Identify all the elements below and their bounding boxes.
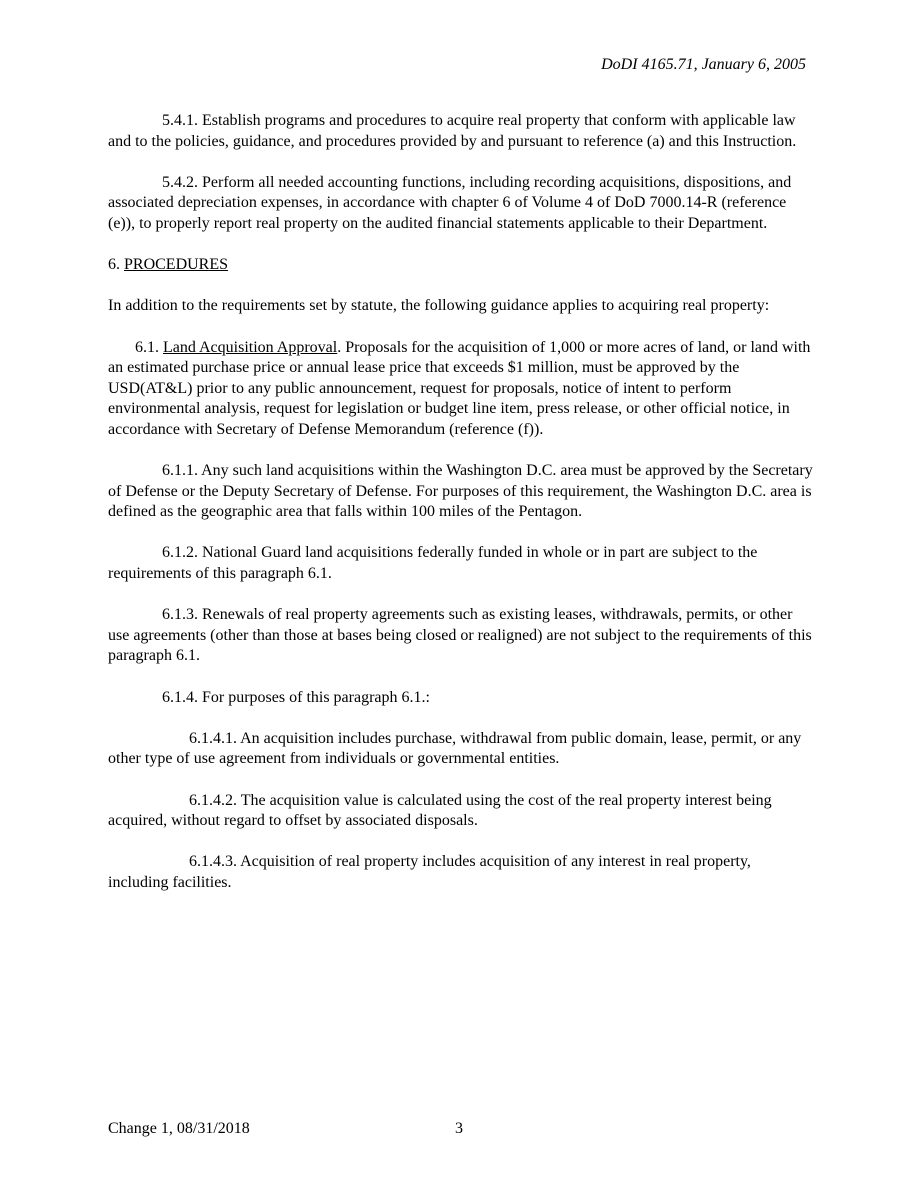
page-number: 3 [455, 1120, 463, 1137]
paragraph-title: Land Acquisition Approval [163, 338, 338, 356]
paragraph-number: 6.1. [135, 338, 163, 356]
running-header: DoDI 4165.71, January 6, 2005 [601, 56, 806, 73]
section-heading-procedures [108, 255, 814, 276]
paragraph-text: . Proposals for the acquisition of 1,000 or more acres of land, or land with an estimated purchase price or annual lease price that exceeds $1 million, must be approved by the USD(AT&L) prior to any public announcement, request for proposals, notice of intent to perform environmental analysis, request for legislation or budget line item, press release, or other official notice, in accordance with Secretary of Defense Memorandum (reference (f)). [108, 338, 811, 438]
section-number: 6. [108, 256, 124, 274]
paragraph-6-1-4-2: 6.1.4.2. The acquisition value is calculated using the cost of the real property interest being acquired, without regard to offset by associated disposals. [108, 791, 772, 830]
paragraph-6-1-2: 6.1.2. National Guard land acquisitions federally funded in whole or in part are subject to the requirements of this paragraph 6.1. [108, 544, 758, 583]
document-body [108, 111, 814, 914]
paragraph-5-4-2: 5.4.2. Perform all needed accounting functions, including recording acquisitions, dispositions, and associated depreciation expenses, in accordance with chapter 6 of Volume 4 of DoD 7000.14-R (reference (e)), to properly report real property on the audited financial statements applicable to their Department. [108, 173, 792, 232]
procedures-intro: In addition to the requirements set by statute, the following guidance applies to acquiring real property: [108, 297, 770, 315]
footer-change-note: Change 1, 08/31/2018 [108, 1120, 250, 1137]
paragraph-5-4-1: 5.4.1. Establish programs and procedures to acquire real property that conform with applicable law and to the policies, guidance, and procedures provided by and pursuant to reference (a) and this Instruction. [108, 112, 797, 150]
paragraph-6-1-1: 6.1.1. Any such land acquisitions within the Washington D.C. area must be approved by the Secretary of Defense or the Deputy Secretary of Defense. For purposes of this requirement, the Washington D.C. area is defined as the geographic area that falls within 100 miles of the Pentagon. [108, 462, 813, 521]
paragraph-6-1-4-1: 6.1.4.1. An acquisition includes purchase, withdrawal from public domain, lease, permit, or any other type of use agreement from individuals or governmental entities. [108, 729, 802, 768]
paragraph-6-1 [108, 338, 814, 441]
paragraph-6-1-4-3: 6.1.4.3. Acquisition of real property includes acquisition of any interest in real property, including facilities. [108, 853, 751, 891]
paragraph-6-1-4: 6.1.4. For purposes of this paragraph 6.1.: [162, 688, 430, 706]
paragraph-6-1-3: 6.1.3. Renewals of real property agreements such as existing leases, withdrawals, permits, or other use agreements (other than those at bases being closed or realigned) are not subject to the requirements of this paragraph 6.1. [108, 606, 812, 665]
section-title: PROCEDURES [124, 256, 229, 274]
